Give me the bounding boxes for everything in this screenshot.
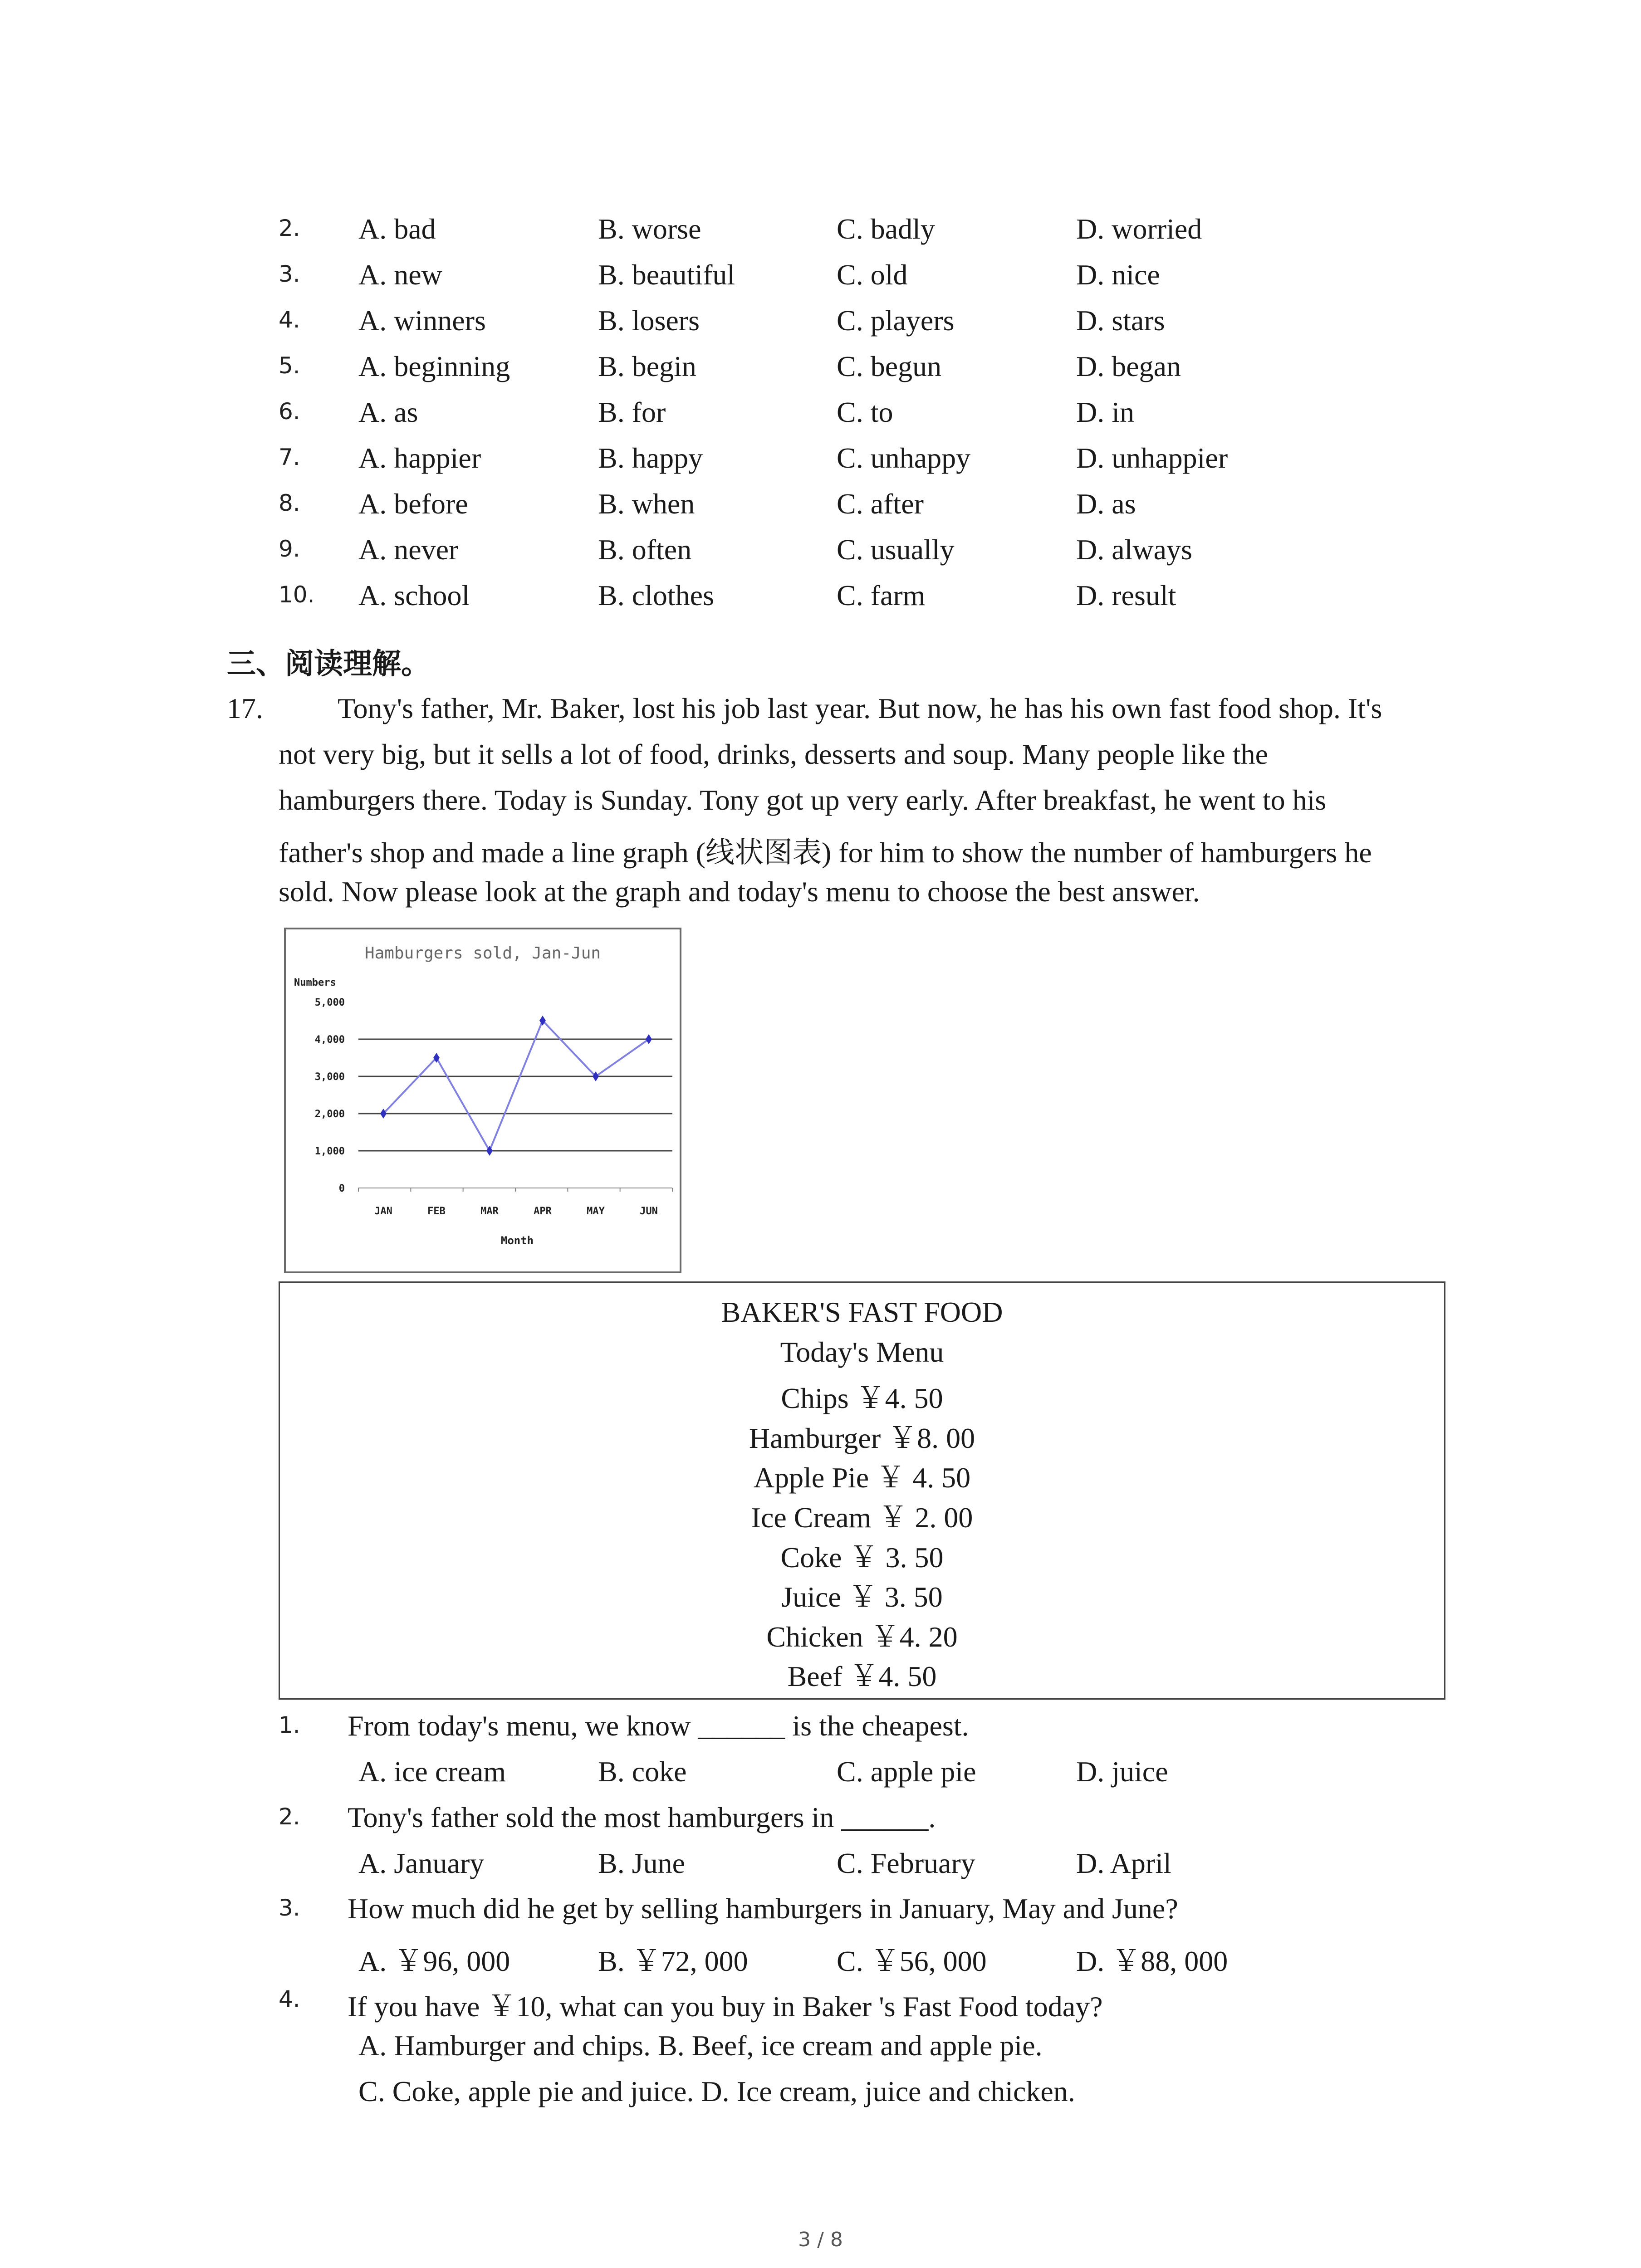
- question-number: 5.: [279, 352, 300, 379]
- passage-line: not very big, but it sells a lot of food, drinks, desserts and soup. Many people like the: [279, 738, 1268, 770]
- page-footer: 3 / 8: [798, 2228, 843, 2251]
- option-b: B. losers: [598, 304, 700, 337]
- data-point: [646, 1034, 652, 1044]
- option-c: C. farm: [837, 579, 926, 611]
- menu-box: [279, 1281, 1445, 1700]
- question-stem: If you have ￥10, what can you buy in Baker 's Fast Food today?: [348, 1990, 1103, 2023]
- option-d: D. in: [1076, 396, 1134, 428]
- menu-item: Apple Pie ￥ 4. 50: [753, 1461, 971, 1494]
- question-stem: How much did he get by selling hamburgers in January, May and June?: [348, 1892, 1178, 1925]
- option-b: B. when: [598, 488, 695, 520]
- passage-line: Tony's father, Mr. Baker, lost his job last year. But now, he has his own fast food shop. It's: [338, 692, 1382, 724]
- option-line: A. Hamburger and chips. B. Beef, ice cream and apple pie.: [358, 2029, 1043, 2062]
- option-b: B. begin: [598, 350, 696, 382]
- passage-number: 17.: [227, 692, 263, 724]
- option-a: A. winners: [358, 304, 486, 337]
- y-tick-label: 1,000: [314, 1146, 345, 1157]
- y-tick-label: 0: [338, 1183, 345, 1194]
- option-b: B. beautiful: [598, 259, 735, 291]
- question-number: 4.: [279, 307, 300, 333]
- menu-title: BAKER'S FAST FOOD: [721, 1296, 1003, 1328]
- option-d: D. April: [1076, 1847, 1171, 1879]
- chart-xlabel: Month: [500, 1234, 534, 1247]
- question-stem: Tony's father sold the most hamburgers in ______.: [348, 1801, 936, 1833]
- line-chart: [284, 928, 681, 1273]
- option-d: D. result: [1076, 579, 1176, 611]
- option-c: C. unhappy: [837, 442, 971, 474]
- question-stem: From today's menu, we know ______ is the cheapest.: [348, 1710, 969, 1742]
- menu-subtitle: Today's Menu: [780, 1335, 944, 1368]
- x-tick-label: MAY: [587, 1206, 605, 1217]
- option-b: B. clothes: [598, 579, 714, 611]
- option-b: B. ￥72, 000: [598, 1945, 748, 1977]
- option-line: C. Coke, apple pie and juice. D. Ice cream, juice and chicken.: [358, 2075, 1075, 2107]
- option-b: B. June: [598, 1847, 685, 1879]
- y-tick-label: 4,000: [314, 1034, 345, 1046]
- option-b: B. happy: [598, 442, 703, 474]
- chart-ylabel: Numbers: [294, 977, 336, 988]
- passage-line: sold. Now please look at the graph and today's menu to choose the best answer.: [279, 875, 1200, 908]
- menu-item: Ice Cream ￥ 2. 00: [751, 1501, 973, 1534]
- question-number: 8.: [279, 490, 300, 516]
- option-c: C. after: [837, 488, 924, 520]
- menu-item: Coke ￥ 3. 50: [780, 1541, 944, 1574]
- x-tick-label: FEB: [427, 1206, 446, 1217]
- option-c: C. badly: [837, 213, 935, 245]
- option-c: C. usually: [837, 533, 955, 566]
- question-number: 4.: [279, 1986, 300, 2012]
- option-c: C. to: [837, 396, 893, 428]
- y-tick-label: 3,000: [314, 1071, 345, 1083]
- section-heading: 三、阅读理解。: [227, 647, 430, 681]
- option-d: D. as: [1076, 488, 1136, 520]
- option-d: D. juice: [1076, 1755, 1168, 1788]
- option-c: C. players: [837, 304, 955, 337]
- question-number: 10.: [279, 582, 315, 608]
- option-c: C. apple pie: [837, 1755, 976, 1788]
- option-d: D. stars: [1076, 304, 1165, 337]
- option-b: B. worse: [598, 213, 701, 245]
- option-c: C. February: [837, 1847, 975, 1879]
- option-a: A. ice cream: [358, 1755, 506, 1788]
- x-tick-label: MAR: [480, 1206, 499, 1217]
- option-a: A. before: [358, 488, 468, 520]
- question-number: 1.: [279, 1712, 300, 1738]
- option-a: A. as: [358, 396, 418, 428]
- option-b: B. often: [598, 533, 692, 566]
- option-a: A. school: [358, 579, 470, 611]
- menu-item: Juice ￥ 3. 50: [781, 1581, 943, 1613]
- option-c: C. ￥56, 000: [837, 1945, 987, 1977]
- option-a: A. beginning: [358, 350, 510, 382]
- option-d: D. worried: [1076, 213, 1202, 245]
- question-number: 2.: [279, 215, 300, 241]
- option-a: A. bad: [358, 213, 436, 245]
- x-tick-label: APR: [534, 1206, 552, 1217]
- y-tick-label: 5,000: [314, 997, 345, 1008]
- option-a: A. ￥96, 000: [358, 1945, 510, 1977]
- x-tick-label: JUN: [640, 1206, 658, 1217]
- passage-line: father's shop and made a line graph (线状图表) for him to show the number of hamburgers he: [279, 836, 1372, 869]
- question-number: 3.: [279, 1895, 300, 1921]
- x-tick-label: JAN: [374, 1206, 392, 1217]
- question-number: 6.: [279, 398, 300, 425]
- option-d: D. began: [1076, 350, 1181, 382]
- option-a: A. never: [358, 533, 459, 566]
- option-b: B. coke: [598, 1755, 687, 1788]
- menu-item: Chicken ￥4. 20: [766, 1620, 958, 1653]
- option-c: C. begun: [837, 350, 942, 382]
- option-d: D. nice: [1076, 259, 1160, 291]
- question-number: 3.: [279, 261, 300, 287]
- option-d: D. ￥88, 000: [1076, 1945, 1228, 1977]
- chart-title: Hamburgers sold, Jan-Jun: [364, 944, 601, 963]
- question-number: 7.: [279, 444, 300, 470]
- option-a: A. happier: [358, 442, 481, 474]
- passage-line: hamburgers there. Today is Sunday. Tony got up very early. After breakfast, he went to his: [279, 784, 1327, 816]
- question-number: 9.: [279, 536, 300, 562]
- series-line: [383, 1021, 649, 1151]
- option-d: D. always: [1076, 533, 1192, 566]
- question-number: 2.: [279, 1804, 300, 1830]
- menu-item: Chips ￥4. 50: [781, 1382, 943, 1415]
- option-c: C. old: [837, 259, 908, 291]
- option-b: B. for: [598, 396, 666, 428]
- option-a: A. new: [358, 259, 442, 291]
- option-d: D. unhappier: [1076, 442, 1228, 474]
- menu-item: Hamburger ￥8. 00: [749, 1422, 975, 1454]
- menu-item: Beef ￥4. 50: [787, 1660, 937, 1693]
- option-a: A. January: [358, 1847, 485, 1879]
- line-chart-svg: [286, 929, 680, 1271]
- y-tick-label: 2,000: [314, 1109, 345, 1120]
